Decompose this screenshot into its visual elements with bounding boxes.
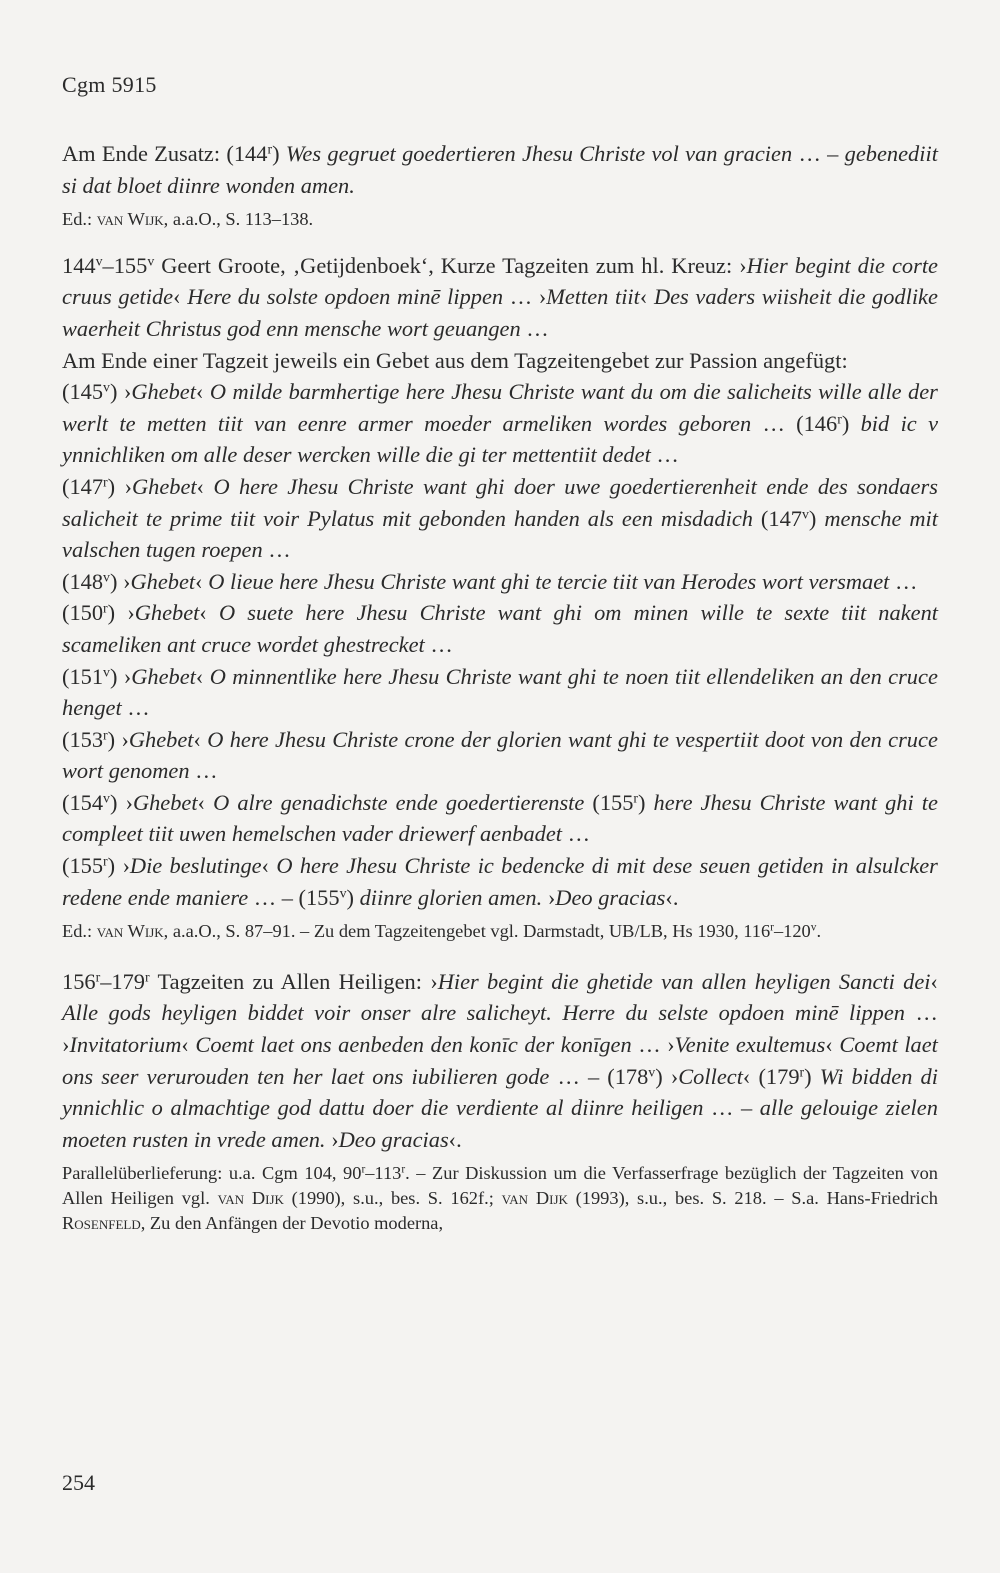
edition-reference-1: Ed.: van Wijk, a.a.O., S. 113–138. bbox=[62, 209, 314, 230]
edition-reference-2: Ed.: van Wijk, a.a.O., S. 87–91. – Zu dem Tagzeitengebet vgl. Darmstadt, UB/LB, Hs 1930, 116$^r$–120$^v$. bbox=[62, 921, 822, 942]
manuscript-signature: Cgm 5915 bbox=[62, 72, 157, 97]
parallel-tradition: Parallelüberlieferung: u.a. Cgm 104, 90$^r$–113$^r$. – Zur Diskussion um die Verfasserfrage bezüglich der Tagzeiten von Allen Heiligen vgl. van Dijk (1990), s.u., bes. S. 162f.; van Dijk (1993), s.u., bes. S. 218. – S.a. Hans-Friedrich Rosenfeld, Zu den Anfängen der Devotio moderna, bbox=[62, 1163, 938, 1233]
page-number: 254 bbox=[62, 1470, 95, 1495]
paragraph-allen-heiligen: 156$^r$–179$^r$ Tagzeiten zu Allen Heiligen: ›Hier begint die ghetide van allen heyligen Sancti dei‹ Alle gods heyligen biddet voir onser alre salicheyt. Herre du selste opdoen minē lippen … ›Invitatorium‹ Coemt laet ons aenbeden den konīc der konīgen … ›Venite exultemus‹ Coemt laet ons seer verurouden ten her laet ons iubilieren gode … – (178$^v$) ›Collect‹ (179$^r$) Wi bidden di ynnichlic o almachtige god dattu doer die verdiente al diinre heiligen … – alle gelouige zielen moeten rusten in vrede amen. ›Deo gracias‹. bbox=[62, 968, 938, 1152]
catalogue-entry-body bbox=[62, 138, 938, 1235]
paragraph-addition: Am Ende Zusatz: (144$^r$) Wes gegruet goedertieren Jhesu Christe vol van gracien … – gebenediit si dat bloet diinre wonden amen. bbox=[62, 141, 938, 198]
paragraph-geert-groote: 144$^v$–155$^v$ Geert Groote, ‚Getijdenboek‘, Kurze Tagzeiten zum hl. Kreuz: ›Hier begint die corte cruus getide‹ Here du solste opdoen minē lippen … ›Metten tiit‹ Des vaders wiisheit die godlike waerheit Christus god enn mensche wort geuangen … Am Ende einer Tagzeit jeweils ein Gebet aus dem Tagzeitengebet zur Passion angefügt: (145$^v$) ›Ghebet‹ O milde barmhertige here Jhesu Christe want du om die salicheits wille alle der werlt te metten tiit van eenre armer moeder armeliken wordes geboren … (146$^r$) bid ic v ynnichliken om alle deser wercken wille die gi ter mettentiit dedet … (147$^r$) ›Ghebet‹ O here Jhesu Christe want ghi doer uwe goedertierenheit ende des sondaers salicheit te prime tiit voir Pylatus mit gebonden handen als een misdadich (147$^v$) mensche mit valschen tugen roepen … (148$^v$) ›Ghebet‹ O lieue here Jhesu Christe want ghi te tercie tiit van Herodes wort versmaet … (150$^r$) ›Ghebet‹ O suete here Jhesu Christe want ghi om minen wille te sexte tiit nakent scameliken ant cruce wordet ghestrecket … (151$^v$) ›Ghebet‹ O minnentlike here Jhesu Christe want ghi te noen tiit ellendeliken an den cruce henget … (153$^r$) ›Ghebet‹ O here Jhesu Christe crone der glorien want ghi te vespertiit doot von den cruce wort genomen … (154$^v$) ›Ghebet‹ O alre genadichste ende goedertierenste (155$^r$) here Jhesu Christe want ghi te compleet tiit uwen hemelschen vader driewerf aenbadet … (155$^r$) ›Die beslutinge‹ O here Jhesu Christe ic bedencke di mit dese seuen getiden in alsulcker redene ende maniere … – (155$^v$) diinre glorien amen. ›Deo gracias‹. bbox=[62, 252, 939, 910]
